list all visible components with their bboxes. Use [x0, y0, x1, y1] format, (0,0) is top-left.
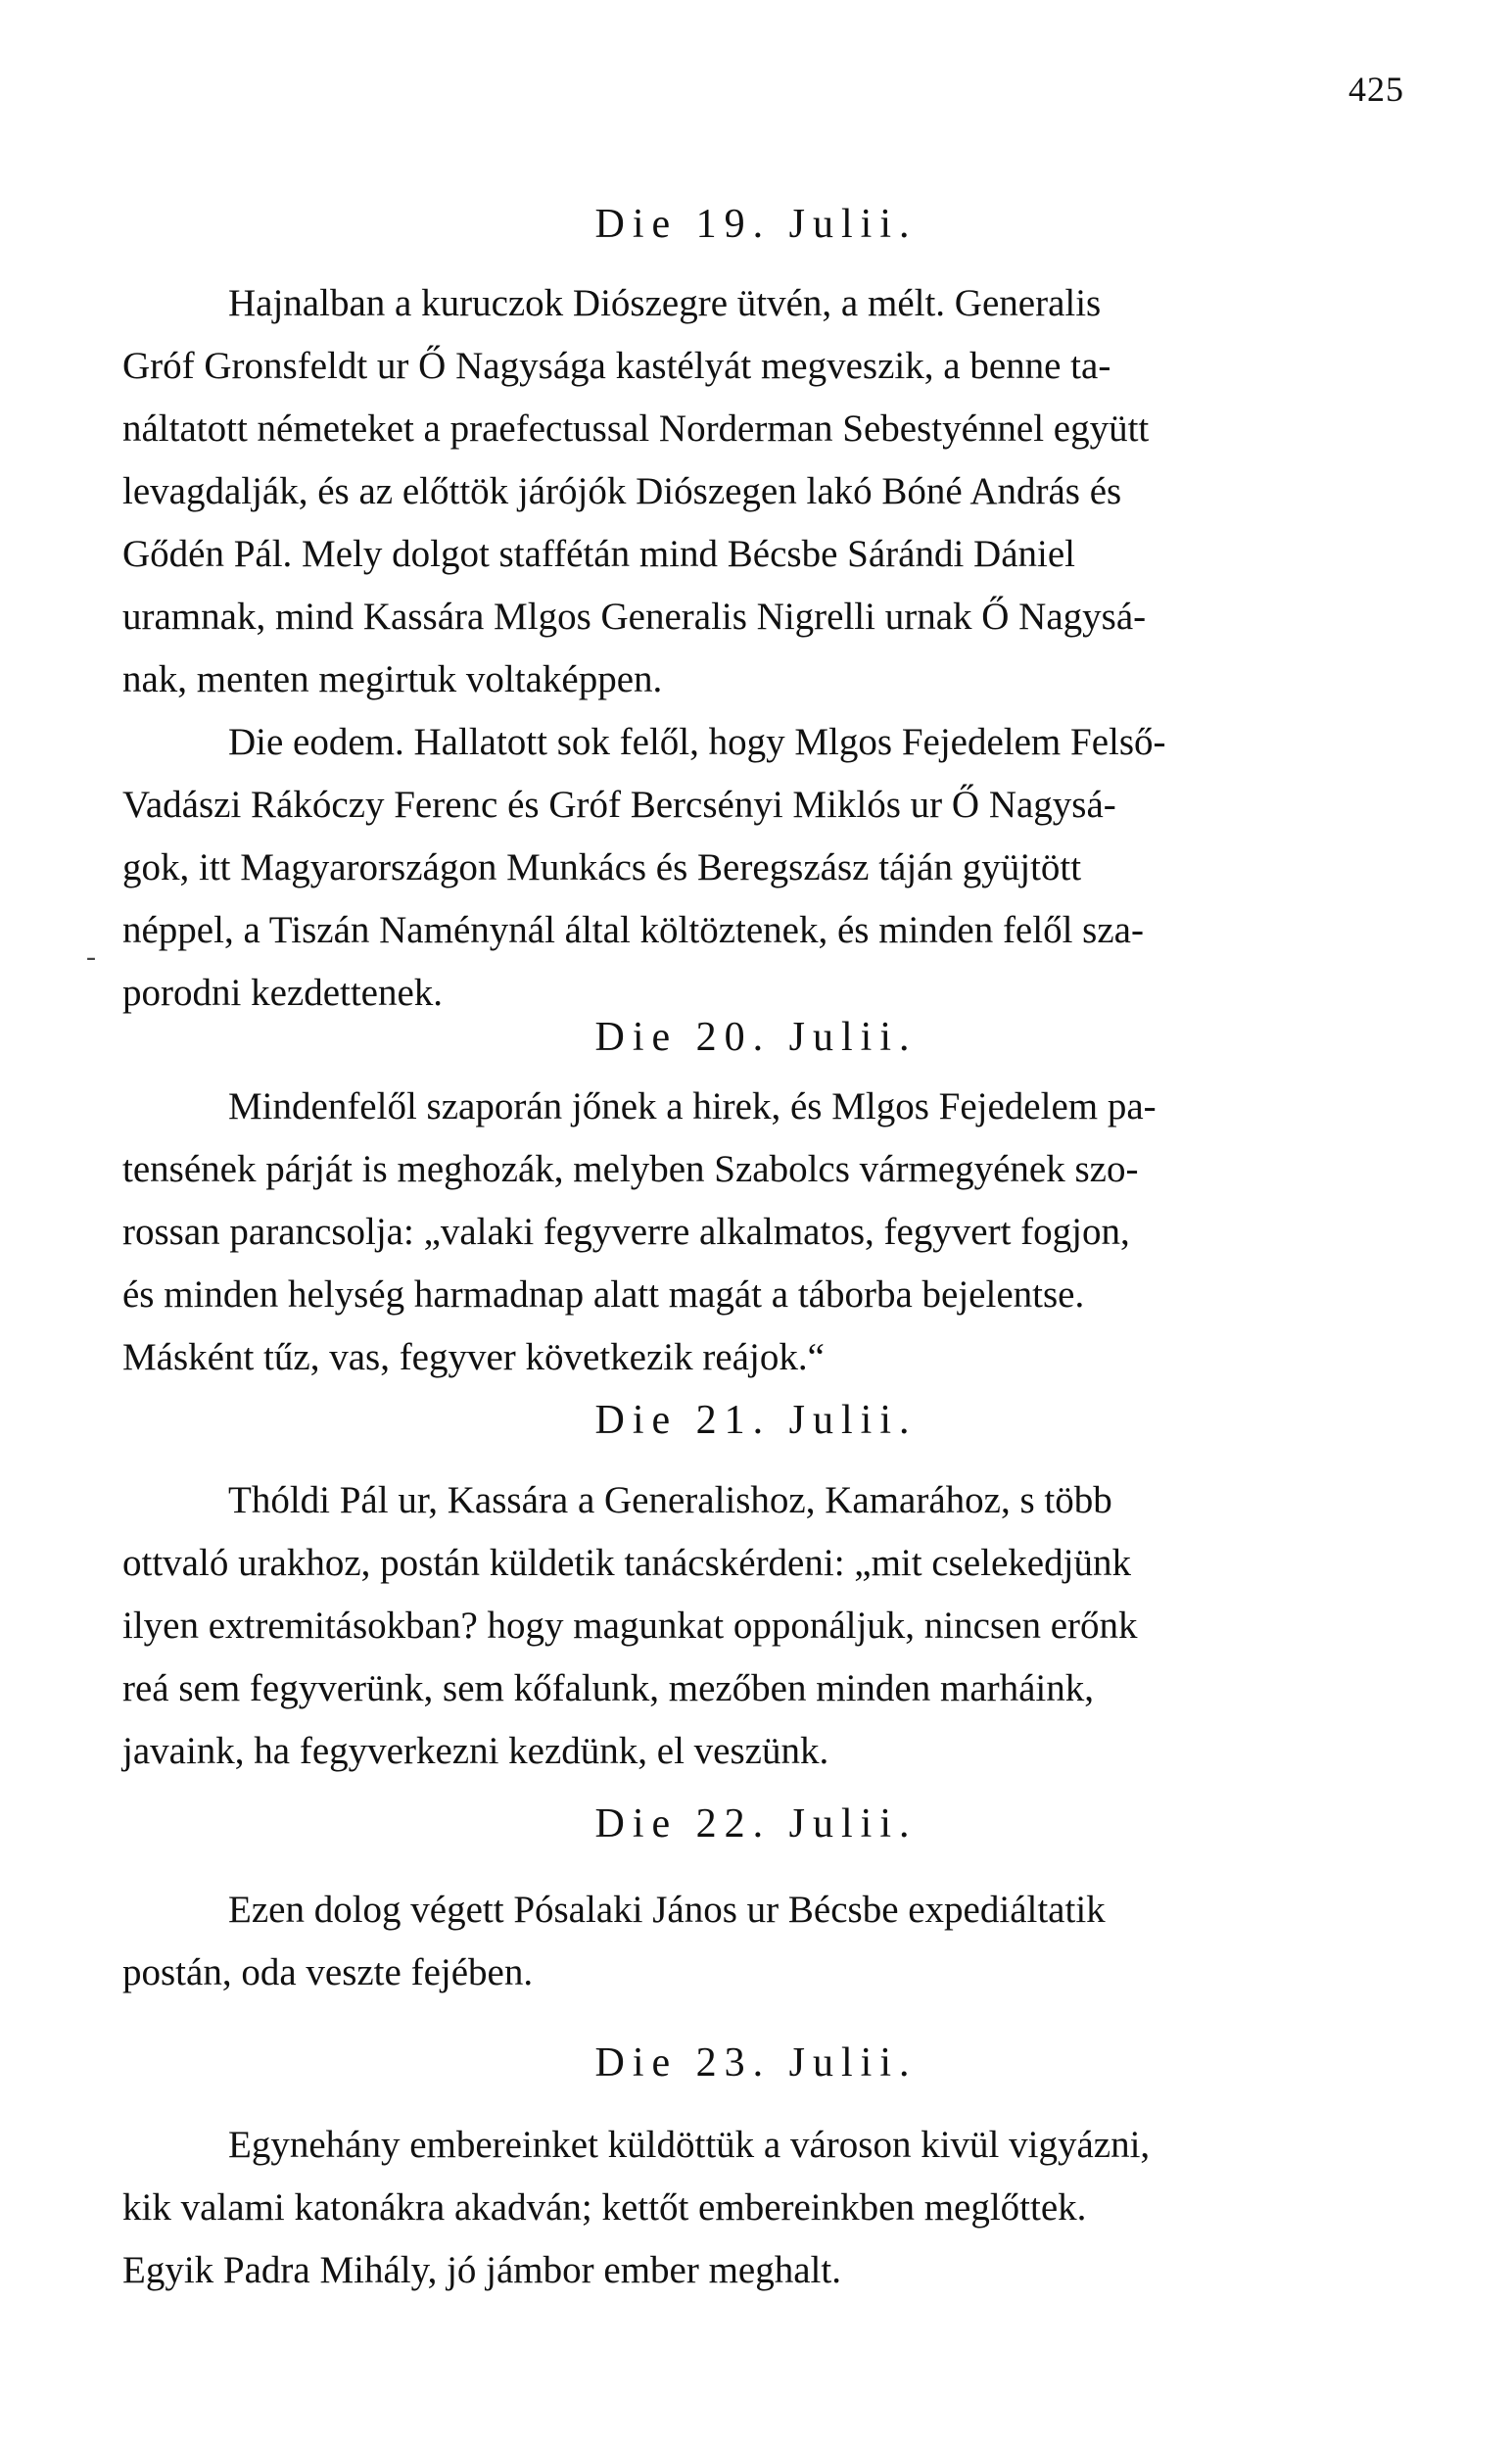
section-heading: Die 19. Julii.: [594, 202, 918, 247]
text-line: Másként tűz, vas, fegyver következik reájok.“: [122, 1336, 825, 1378]
margin-mark: -: [86, 940, 96, 973]
text-line: néppel, a Tiszán Naménynál által költöztenek, és minden felől sza-: [122, 909, 1144, 951]
text-line: Gődén Pál. Mely dolgot staffétán mind Bécsbe Sárándi Dániel: [122, 533, 1075, 575]
text-line: postán, oda veszte fejében.: [122, 1951, 534, 1993]
text-line: levagdalják, és az előttök járójók Diószegen lakó Bóné András és: [122, 470, 1122, 512]
text-line: náltatott németeket a praefectussal Norderman Sebestyénnel együtt: [122, 408, 1150, 450]
text-line: nak, menten megirtuk voltaképpen.: [122, 658, 663, 700]
section-heading: Die 20. Julii.: [594, 1015, 918, 1060]
text-line: Vadászi Rákóczy Ferenc és Gróf Bercsényi Miklós ur Ő Nagysá-: [122, 784, 1116, 826]
text-line: Egyik Padra Mihály, jó jámbor ember meghalt.: [122, 2249, 841, 2291]
text-line: gok, itt Magyarországon Munkács és Beregszász táján gyüjtött: [122, 846, 1082, 888]
text-line: Ezen dolog végett Pósalaki János ur Bécsbe expediáltatik: [228, 1889, 1106, 1931]
text-line: Hajnalban a kuruczok Diószegre ütvén, a mélt. Generalis: [228, 282, 1102, 324]
paragraph: [122, 711, 1397, 1025]
section-heading: Die 21. Julii.: [594, 1398, 918, 1443]
page-number: 425: [1348, 70, 1404, 109]
text-line: Mindenfelől szaporán jőnek a hirek, és Mlgos Fejedelem pa-: [228, 1085, 1157, 1127]
paragraph: [122, 2114, 1397, 2302]
text-line: és minden helység harmadnap alatt magát a táborba bejelentse.: [122, 1273, 1085, 1316]
section-heading: Die 22. Julii.: [594, 1801, 918, 1846]
section-heading: Die 23. Julii.: [594, 2040, 918, 2086]
text-line: Die eodem. Hallatott sok felől, hogy Mlgos Fejedelem Felső-: [228, 721, 1166, 763]
text-line: Thóldi Pál ur, Kassára a Generalishoz, Kamarához, s több: [228, 1479, 1112, 1521]
paragraph: [122, 1076, 1397, 1389]
paragraph: [122, 1469, 1397, 1783]
text-line: uramnak, mind Kassára Mlgos Generalis Nigrelli urnak Ő Nagysá-: [122, 596, 1147, 638]
text-line: Gróf Gronsfeldt ur Ő Nagysága kastélyát megveszik, a benne ta-: [122, 345, 1111, 387]
text-line: porodni kezdettenek.: [122, 972, 444, 1014]
text-line: Egynehány embereinket küldöttük a városon kivül vigyázni,: [228, 2124, 1151, 2166]
paragraph: [122, 272, 1397, 711]
text-line: kik valami katonákra akadván; kettőt embereinkben meglőttek.: [122, 2186, 1087, 2229]
text-line: ottvaló urakhoz, postán küldetik tanácskérdeni: „mit cselekedjünk: [122, 1542, 1131, 1584]
text-line: reá sem fegyverünk, sem kőfalunk, mezőben minden marháink,: [122, 1667, 1095, 1709]
text-line: ilyen extremitásokban? hogy magunkat opponáljuk, nincsen erőnk: [122, 1605, 1138, 1647]
text-line: javaink, ha fegyverkezni kezdünk, el veszünk.: [122, 1730, 829, 1772]
text-line: rossan parancsolja: „valaki fegyverre alkalmatos, fegyvert fogjon,: [122, 1211, 1130, 1253]
text-line: tensének párját is meghozák, melyben Szabolcs vármegyének szo-: [122, 1148, 1139, 1190]
paragraph: [122, 1879, 1397, 2004]
